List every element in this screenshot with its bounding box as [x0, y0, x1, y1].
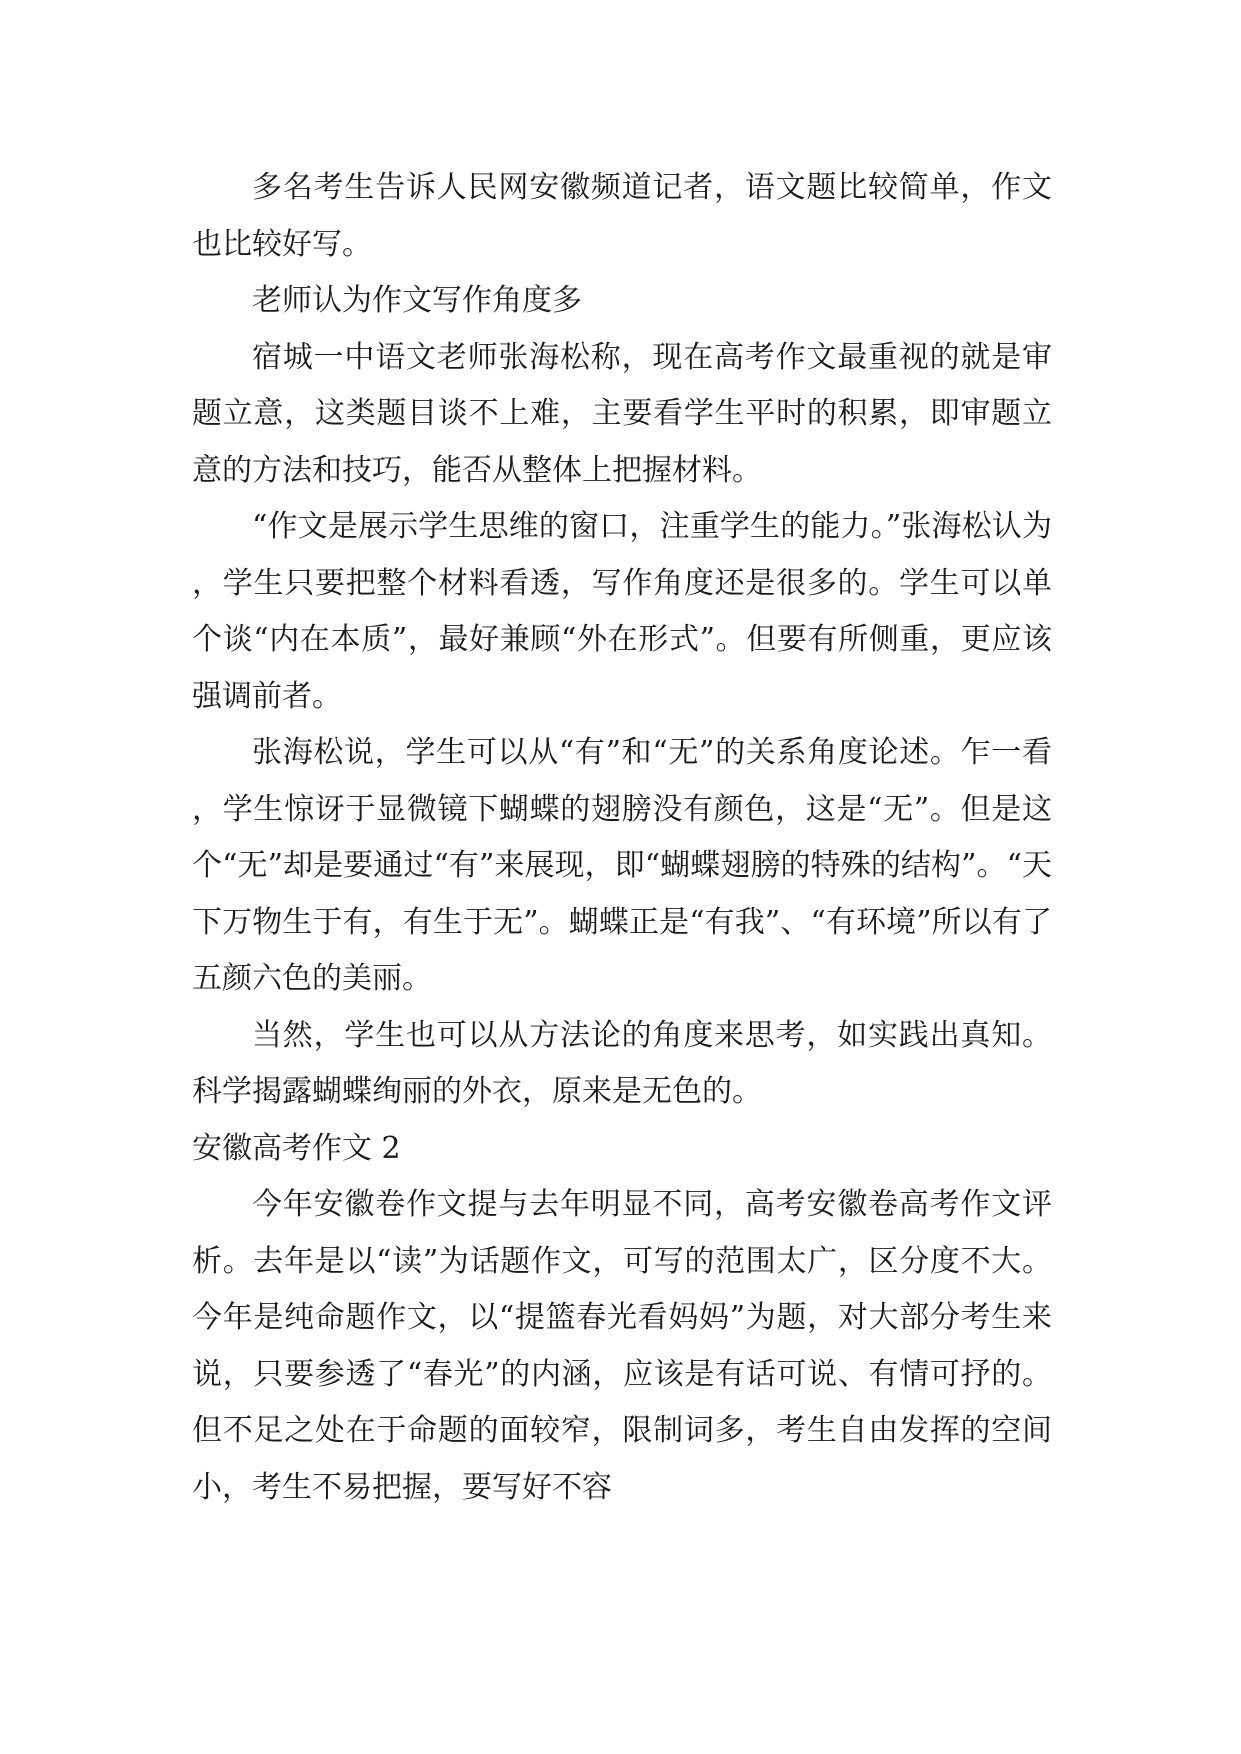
document-page — [192, 160, 1052, 1516]
body-paragraph: 宿城一中语文老师张海松称，现在高考作文最重视的就是审题立意，这类题目谈不上难，主要看学生平时的积累，即审题立意的方法和技巧，能否从整体上把握材料。 — [192, 339, 1052, 488]
body-paragraph: 多名考生告诉人民网安徽频道记者，语文题比较简单，作文也比较好写。 — [192, 170, 1052, 262]
body-paragraph: “作文是展示学生思维的窗口，注重学生的能力。”张海松认为，学生只要把整个材料看透，写作角度还是很多的。学生可以单个谈“内在本质”，最好兼顾“外在形式”。但要有所侧重，更应该强调前者。 — [192, 509, 1052, 714]
body-paragraph: 张海松说，学生可以从“有”和“无”的关系角度论述。乍一看，学生惊讶于显微镜下蝴蝶的翅膀没有颜色，这是“无”。但是这个“无”却是要通过“有”来展现，即“蝴蝶翅膀的特殊的结构”。“天下万物生于有，有生于无”。蝴蝶正是“有我”、“有环境”所以有了五颜六色的美丽。 — [192, 735, 1052, 996]
section-heading: 安徽高考作文 2 — [192, 1130, 401, 1166]
body-paragraph: 当然，学生也可以从方法论的角度来思考，如实践出真知。科学揭露蝴蝶绚丽的外衣，原来是无色的。 — [192, 1017, 1052, 1109]
section-subheading: 老师认为作文写作角度多 — [252, 283, 582, 318]
body-paragraph: 今年安徽卷作文提与去年明显不同，高考安徽卷高考作文评析。去年是以“读”为话题作文，可写的范围太广，区分度不大。今年是纯命题作文，以“提篮春光看妈妈”为题，对大部分考生来说，只要参透了“春光”的内涵，应该是有话可说、有情可抒的。但不足之处在于命题的面较窄，限制词多，考生自由发挥的空间小，考生不易把握，要写好不容 — [192, 1187, 1052, 1505]
